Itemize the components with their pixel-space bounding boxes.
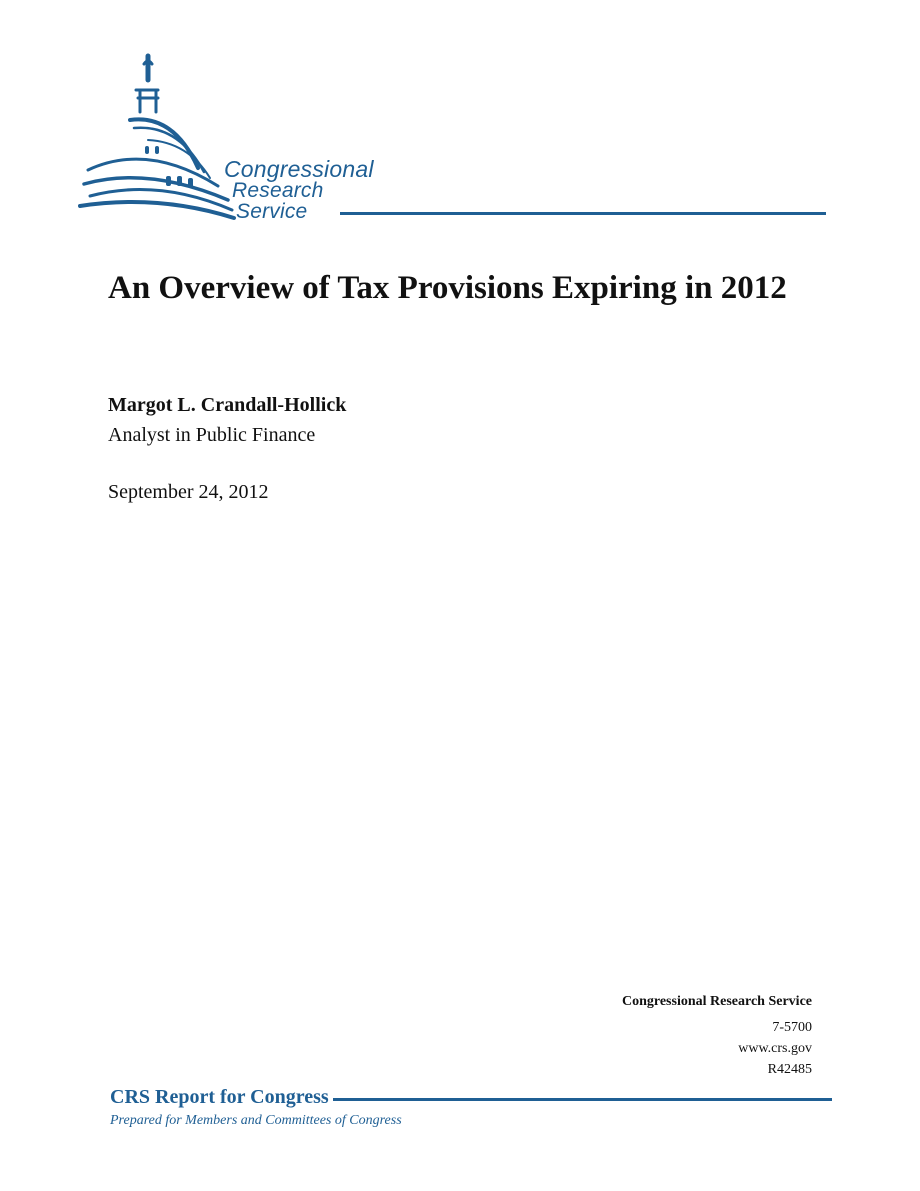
author-role: Analyst in Public Finance <box>108 424 316 446</box>
footer-title: CRS Report for Congress <box>110 1086 333 1109</box>
report-number: R42485 <box>767 1062 812 1077</box>
logo-text-congressional: Congressional <box>224 156 374 182</box>
footer <box>110 1086 832 1129</box>
crs-logo <box>78 50 838 230</box>
report-date: September 24, 2012 <box>108 481 269 503</box>
publisher-name: Congressional Research Service <box>621 994 812 1009</box>
publisher-website[interactable]: www.crs.gov <box>738 1041 812 1056</box>
logo-rule <box>340 212 826 215</box>
report-title: An Overview of Tax Provisions Expiring in 2012 <box>108 270 787 306</box>
publisher-phone: 7-5700 <box>772 1020 812 1035</box>
footer-subtitle: Prepared for Members and Committees of Congress <box>110 1113 402 1128</box>
logo-text-service: Service <box>236 200 308 223</box>
author-name: Margot L. Crandall-Hollick <box>108 394 347 416</box>
logo-text-research: Research <box>232 179 324 202</box>
capitol-dome-icon <box>78 50 238 230</box>
publisher-block <box>622 991 812 1080</box>
